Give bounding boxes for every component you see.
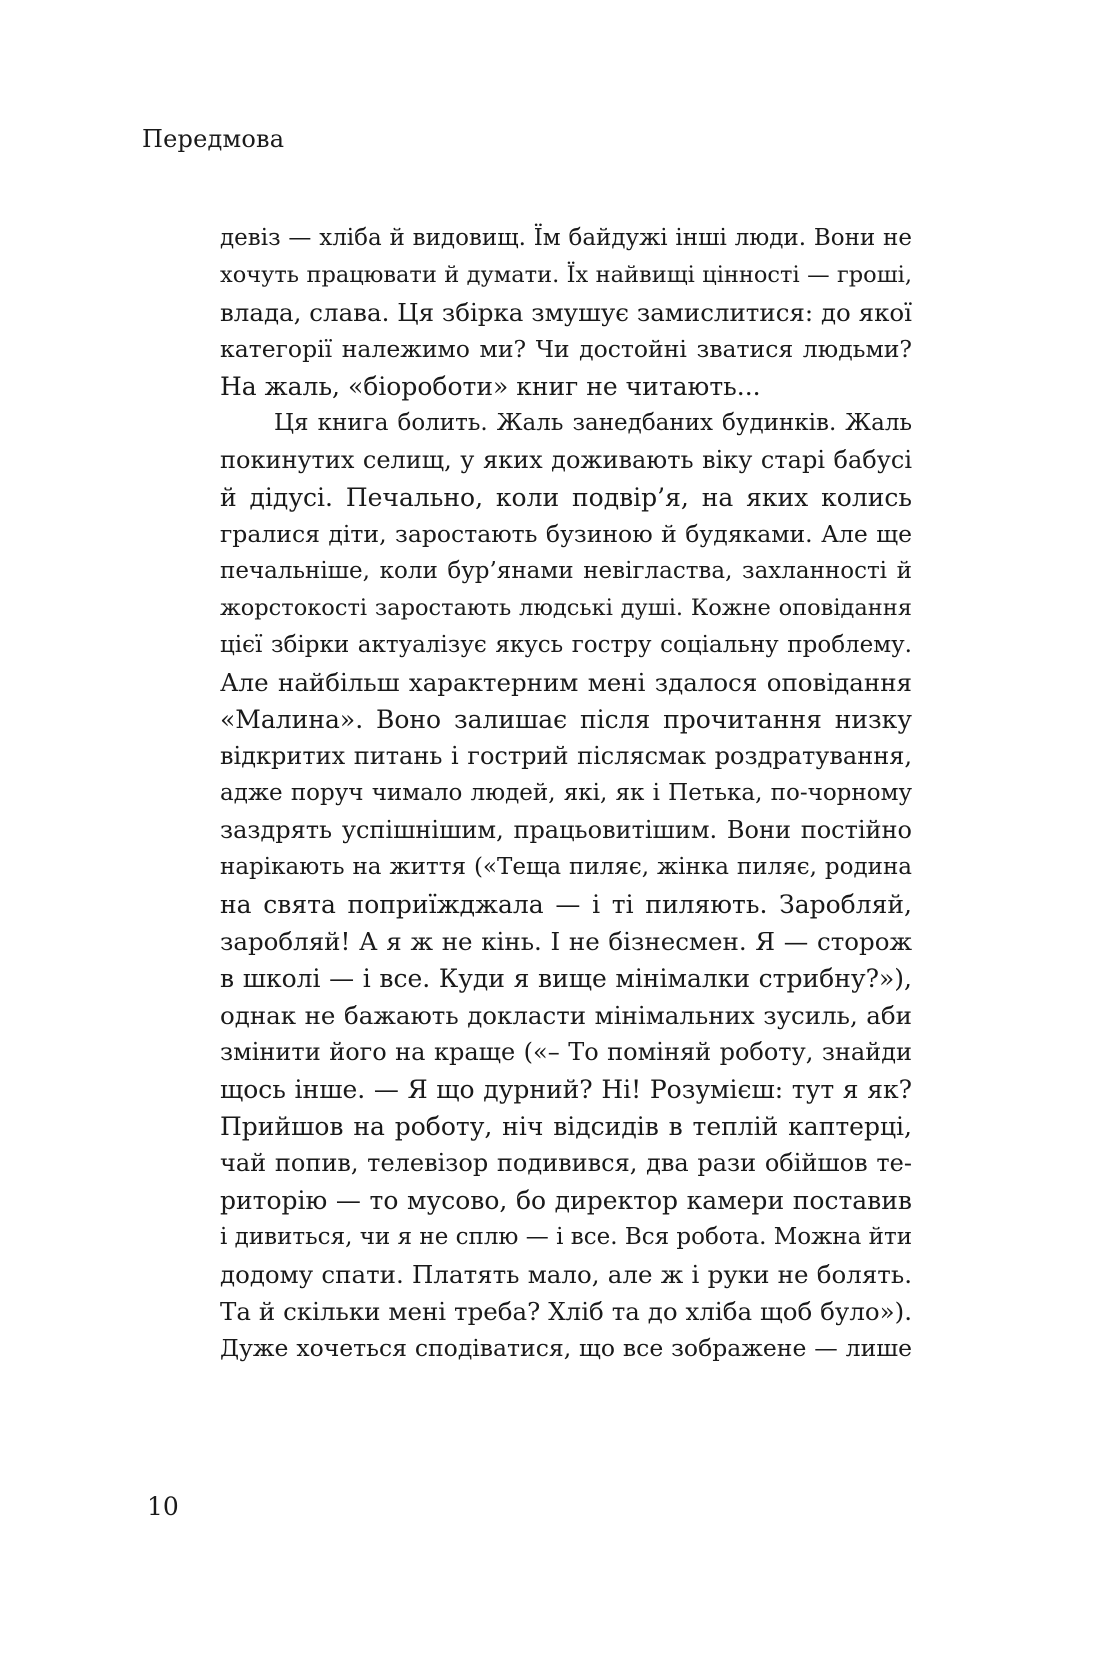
text-line: Прийшов на роботу, ніч відсидів в теплій каптерці, [220, 1112, 912, 1141]
text-line: печальніше, коли бур’янами невігластва, захланності й [220, 558, 912, 584]
text-line: хочуть працювати й думати. Їх найвищі цінності — гроші, [220, 262, 912, 288]
text-line: категорії належимо ми? Чи достойні зватися людьми? [220, 335, 912, 363]
paragraph-first-line: Ця книга болить. Жаль занедбаних будинків. Жаль [274, 410, 912, 436]
text-line: покинутих селищ, у яких доживають віку старі бабусі [220, 446, 912, 474]
page-number: 10 [147, 1492, 179, 1521]
text-line: На жаль, «біороботи» книг не читають... [220, 372, 761, 401]
text-line: змінити його на краще («– То поміняй роботу, знайди [220, 1038, 912, 1066]
text-line: девіз — хліба й видовищ. Їм байдужі інші люди. Вони не [220, 225, 912, 251]
text-line: риторію — то мусово, бо директор камери поставив [220, 1186, 912, 1215]
text-line: чай попив, телевізор подивився, два рази обійшов те- [220, 1149, 912, 1177]
text-line: на свята поприїжджала — і ті пиляють. Заробляй, [220, 890, 912, 919]
text-line: однак не бажають докласти мінімальних зусиль, аби [220, 1001, 912, 1030]
text-line: «Малина». Воно залишає після прочитання низку [220, 705, 912, 734]
text-line: Але найбільш характерним мені здалося оповідання [220, 668, 912, 697]
text-line: Та й скільки мені треба? Хліб та до хліба щоб було»). [220, 1297, 912, 1326]
text-line: й дідусі. Печально, коли подвір’я, на яких колись [220, 483, 912, 512]
running-header: Передмова [142, 125, 285, 153]
text-line: Дуже хочеться сподіватися, що все зображене — лише [220, 1334, 912, 1362]
text-line: жорстокості заростають людські душі. Кожне оповідання [220, 595, 912, 621]
text-line: заздрять успішнішим, працьовитішим. Вони постійно [220, 816, 912, 844]
text-line: заробляй! А я ж не кінь. І не бізнесмен. Я — сторож [220, 927, 912, 956]
body-text [220, 220, 912, 1367]
text-line: гралися діти, заростають бузиною й будяками. Але ще [220, 520, 912, 548]
text-line: додому спати. Платять мало, але ж і руки не болять. [220, 1260, 912, 1289]
text-line: в школі — і все. Куди я вище мінімалки стрибну?»), [220, 964, 912, 993]
text-line: влада, слава. Ця збірка змушує замислитися: до якої [220, 298, 912, 327]
text-line: відкритих питань і гострий післясмак роздратування, [220, 742, 912, 770]
text-line: адже поруч чимало людей, які, як і Петька, по-чорному [220, 780, 912, 806]
text-line: нарікають на життя («Теща пиляє, жінка пиляє, родина [220, 854, 912, 880]
text-line: і дивиться, чи я не сплю — і все. Вся робота. Можна йти [220, 1224, 913, 1250]
text-line: цієї збірки актуалізує якусь гостру соціальну проблему. [220, 632, 912, 658]
text-line: щось інше. — Я що дурний? Ні! Розумієш: тут я як? [220, 1075, 912, 1104]
